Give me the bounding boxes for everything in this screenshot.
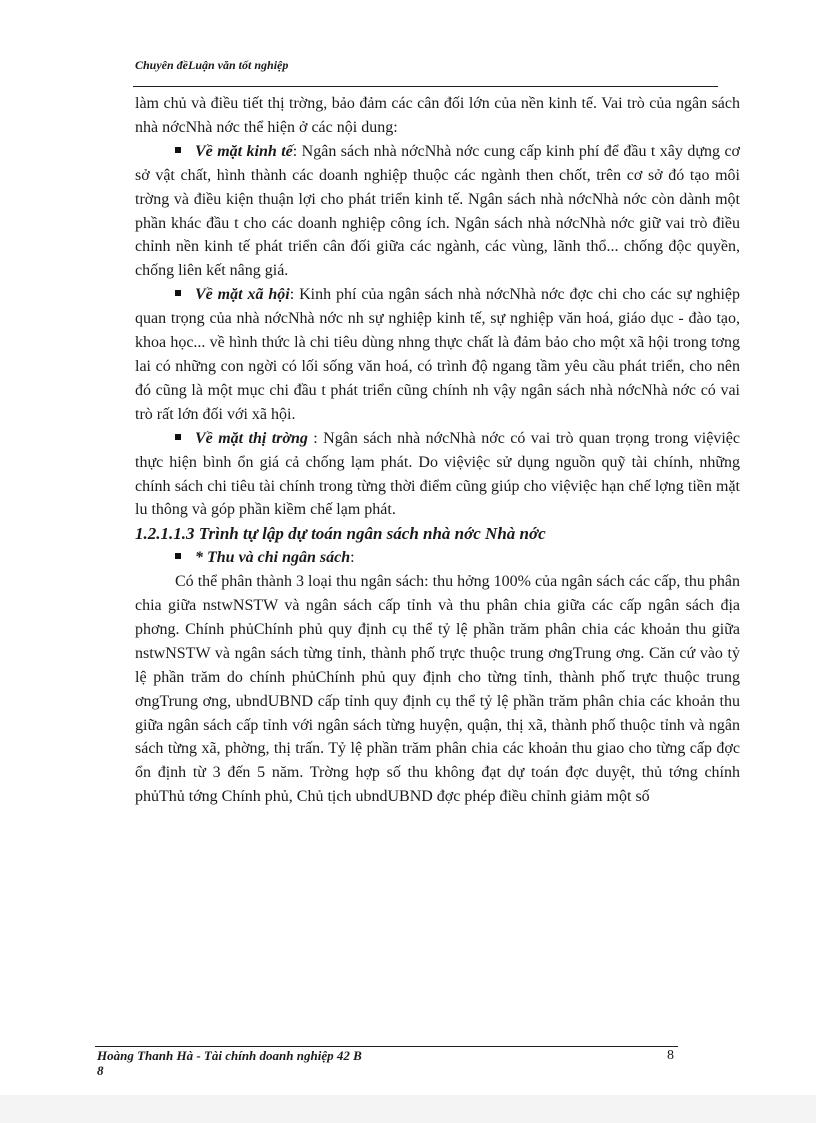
sub-heading-text: * Thu và chi ngân sách (195, 549, 351, 567)
sub-heading (135, 546, 740, 570)
header-divider (133, 86, 718, 87)
bullet-economic (135, 140, 740, 283)
bullet-social-text: : Kinh phí của ngân sách nhà nớcNhà nớc đợc chi cho các sự nghiệp quan trọng của nhà nớcNhà nớc nh sự nghiệp kinh tế, sự nghiệp văn hoá, giáo dục - đào tạo, khoa học... về hình thức là chi tiêu dùng nhng thực chất là đảm bảo cho một xã hội trong tơng lai có những con ngời có lối sống văn hoá, có trình độ ngang tầm yêu cầu phát triển, cho nên đó cũng là một mục chi đầu t phát triển cũng chính nh vậy ngân sách nhà nớcNhà nớc có vai trò rất lớn đối với xã hội. (135, 286, 740, 423)
bullet-market (135, 427, 740, 523)
bullet-market-text: : Ngân sách nhà nớcNhà nớc có vai trò quan trọng trong việviệc thực hiện bình ổn giá cả chống lạm phát. Do việviệc sử dụng nguồn quỹ tài chính, những chính sách chi tiêu tài chính trong từng thời điểm cũng giúp cho việviệc hạn chế lợng tiền mặt lu thông và góp phần kiềm chế lạm phát. (135, 429, 741, 519)
sub-heading-colon: : (350, 549, 355, 567)
bullet-social (135, 283, 740, 426)
document-body (135, 92, 740, 809)
footer-divider (95, 1046, 678, 1047)
bullet-market-lead: Về mặt thị trờng (195, 429, 308, 447)
footer-page-mark: 8 (97, 1063, 104, 1078)
bullet-social-lead: Về mặt xã hội (195, 286, 290, 304)
page-header-title: Chuyên đềLuận văn tốt nghiệp (135, 58, 289, 72)
square-bullet-icon (175, 553, 181, 559)
square-bullet-icon (175, 434, 181, 440)
footer (97, 1048, 362, 1078)
footer-author: Hoàng Thanh Hà - Tài chính doanh nghiệp 42 B (97, 1048, 362, 1063)
paragraph-revenue: Có thể phân thành 3 loại thu ngân sách: thu hởng 100% của ngân sách các cấp, thu phân chia giữa nstwNSTW và ngân sách cấp tỉnh và thu phân chia giữa các cấp ngân sách địa phơng. Chính phủChính phủ quy định cụ thể tỷ lệ phần trăm phân chia các khoản thu giữa nstwNSTW và ngân sách từng tỉnh, thành phố trực thuộc trung ơngTrung ơng. Căn cứ vào tỷ lệ phần trăm do chính phủChính phủ quy định cho từng tỉnh, thành phố trực thuộc trung ơngTrung ơng, ubndUBND cấp tỉnh quy định cụ thể tỷ lệ phần trăm phân chia các khoản thu giữa ngân sách cấp tỉnh với ngân sách từng huyện, quận, thị xã, thành phố thuộc tỉnh và ngân sách từng xã, phờng, thị trấn. Tỷ lệ phần trăm phân chia các khoản thu giao cho từng cấp đợc ổn định từ 3 đến 5 năm. Trờng hợp số thu không đạt dự toán đợc duyệt, thủ tớng chính phủThủ tớng Chính phủ, Chủ tịch ubndUBND đợc phép điều chỉnh giảm một số (135, 573, 740, 806)
page-bottom-margin (0, 1095, 816, 1123)
page-number: 8 (667, 1048, 674, 1063)
bullet-economic-text: : Ngân sách nhà nớcNhà nớc cung cấp kinh phí để đầu t xây dựng cơ sở vật chất, hình thành các doanh nghiệp thuộc các ngành then chốt, trên cơ sở đó tạo môi trờng và điều kiện thuận lợi cho phát triển kinh tế. Ngân sách nhà nớcNhà nớc còn dành một phần khác đầu t cho các doanh nghiệp công ích. Ngân sách nhà nớcNhà nớc giữ vai trò điều chỉnh nền kinh tế phát triển cân đối giữa các ngành, các vùng, lãnh thổ... chống độc quyền, chống liên kết nâng giá. (135, 142, 741, 280)
bullet-economic-lead: Về mặt kinh tế (195, 142, 293, 160)
paragraph-intro: làm chủ và điều tiết thị trờng, bảo đảm các cân đối lớn của nền kinh tế. Vai trò của ngân sách nhà nớcNhà nớc thể hiện ở các nội dung: (135, 95, 740, 136)
square-bullet-icon (175, 290, 181, 296)
square-bullet-icon (175, 147, 181, 153)
section-heading: 1.2.1.1.3 Trình tự lập dự toán ngân sách nhà nớc Nhà nớc (135, 524, 546, 544)
